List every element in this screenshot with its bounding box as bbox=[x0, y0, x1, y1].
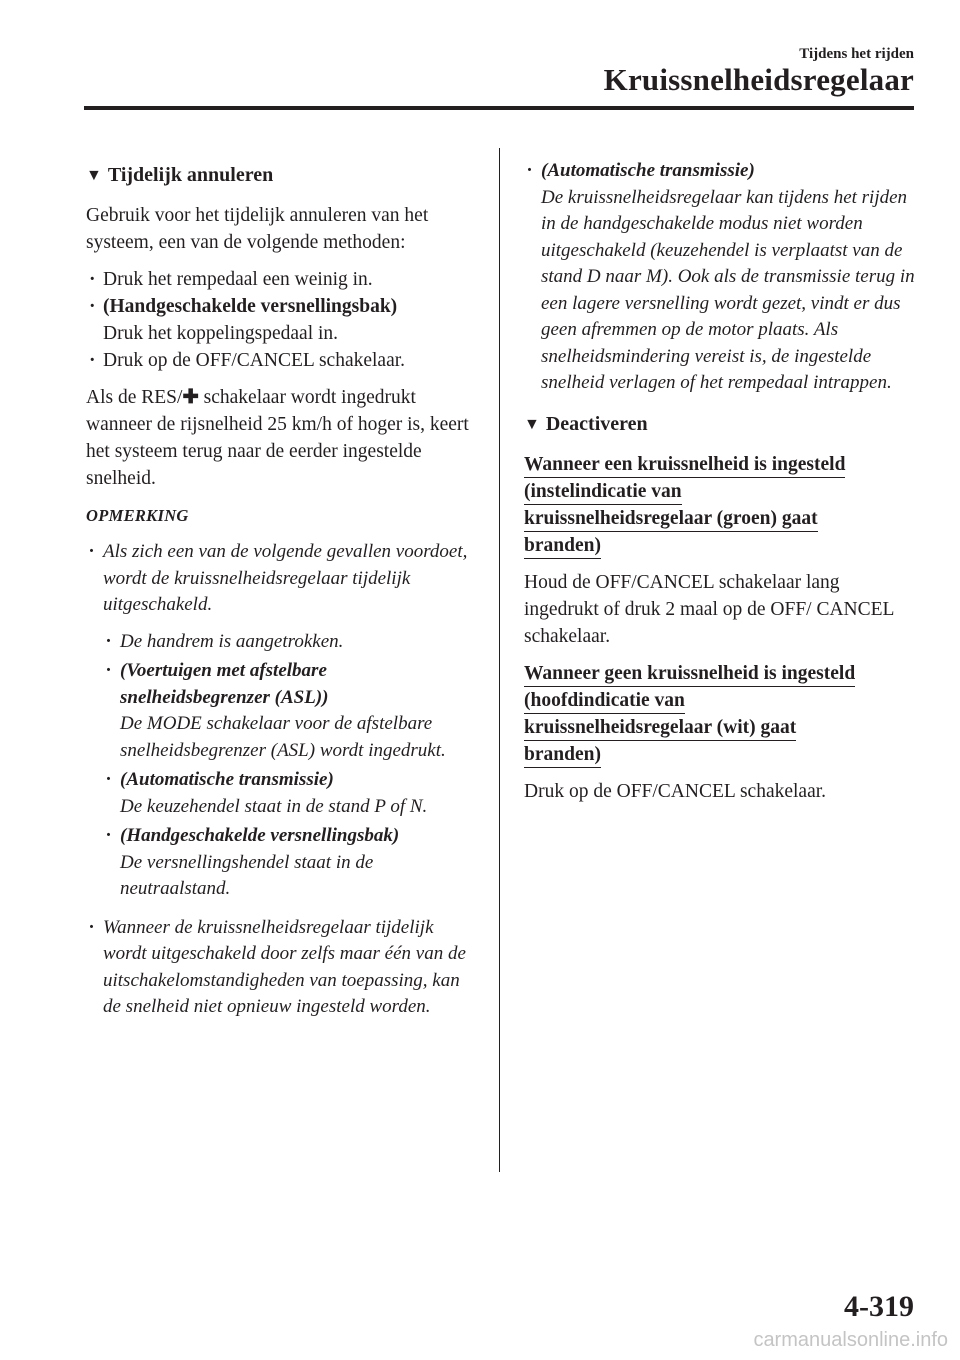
condition-heading-line: branden) bbox=[524, 744, 601, 768]
note-subitem bbox=[103, 823, 481, 903]
note-subitem bbox=[524, 158, 919, 397]
page-number: 4-319 bbox=[844, 1290, 914, 1323]
note-subitem-text: De MODE schakelaar voor de afstelbare snelheidsbegrenzer (ASL) wordt ingedrukt. bbox=[120, 713, 446, 761]
heading-text: Tijdelijk annuleren bbox=[107, 164, 274, 186]
note-item-text: Wanneer de kruissnelheidsregelaar tijdelijk wordt uitgeschakeld door zelfs maar één van de uitschakelomstandigheden van toepassing, kan de snelheid niet opnieuw ingesteld worden. bbox=[103, 916, 466, 1017]
note-subitem-text: De keuzehendel staat in de stand P of N. bbox=[120, 795, 428, 817]
note-subitem-text: De kruissnelheidsregelaar kan tijdens het rijden in de handgeschakelde modus niet worden uitgeschakeld (keuzehendel is verplaatst van de stand D naar M). Ook als de transmissie terug in een lagere versnelling wordt gezet, vindt er dus geen afremmen op de motor plaats. Als snelheidsmindering vereist is, de ingestelde snelheid verlagen of het rempedaal intrappen. bbox=[541, 186, 915, 393]
condition-heading-line: (hoofdindicatie van bbox=[524, 690, 685, 714]
note-item bbox=[86, 539, 481, 903]
intro-paragraph: Gebruik voor het tijdelijk annuleren van het systeem, een van de volgende methoden: bbox=[86, 205, 429, 253]
note-subitem-title: (Automatische transmissie) bbox=[120, 769, 334, 790]
note-subitem bbox=[103, 767, 481, 820]
page-title: Kruissnelheidsregelaar bbox=[603, 62, 914, 97]
condition-heading-line: Wanneer geen kruissnelheid is ingesteld bbox=[524, 663, 855, 687]
triangle-marker-icon: ▼ bbox=[86, 167, 102, 184]
note-subitem bbox=[103, 658, 481, 764]
note-subitem-title: (Handgeschakelde versnellingsbak) bbox=[120, 825, 400, 846]
note-subitem bbox=[103, 629, 481, 656]
res-paragraph bbox=[86, 384, 481, 492]
note-subitem-title: (Automatische transmissie) bbox=[541, 160, 755, 181]
res-text-before: Als de RES/ bbox=[86, 387, 183, 408]
note-label: OPMERKING bbox=[86, 506, 189, 525]
page-header-section: Tijdens het rijden bbox=[799, 46, 914, 62]
column-divider bbox=[499, 148, 500, 1172]
note-sublist bbox=[103, 629, 481, 903]
list-item-text: Druk het koppelingspedaal in. bbox=[103, 323, 339, 344]
condition-heading-line: Wanneer een kruissnelheid is ingesteld bbox=[524, 454, 845, 478]
res-text-after: schakelaar wordt ingedrukt wanneer de rijsnelheid 25 km/h of hoger is, keert het systeem terug naar de eerder ingestelde snelheid. bbox=[86, 387, 469, 489]
condition-heading-line: branden) bbox=[524, 535, 601, 559]
header-rule bbox=[84, 106, 914, 110]
note-item bbox=[86, 915, 481, 1021]
note-list bbox=[86, 539, 481, 1021]
section-heading-deactivate bbox=[524, 411, 919, 439]
left-column bbox=[86, 158, 481, 1033]
condition-heading-line: kruissnelheidsregelaar (groen) gaat bbox=[524, 508, 818, 532]
note-subitem-text: De versnellingshendel staat in de neutraalstand. bbox=[120, 851, 374, 899]
condition-text-no-speed-set: Druk op de OFF/CANCEL schakelaar. bbox=[524, 780, 827, 802]
note-subitem-text: De handrem is aangetrokken. bbox=[120, 630, 344, 652]
note-item-text: Als zich een van de volgende gevallen voordoet, wordt de kruissnelheidsregelaar tijdelijk uitgeschakeld. bbox=[103, 541, 468, 615]
condition-heading-line: (instelindicatie van bbox=[524, 481, 682, 505]
list-item-title: (Handgeschakelde versnellingsbak) bbox=[103, 296, 398, 317]
heading-text: Deactiveren bbox=[545, 412, 648, 435]
list-item-text: Druk op de OFF/CANCEL schakelaar. bbox=[103, 350, 406, 371]
triangle-marker-icon: ▼ bbox=[524, 415, 540, 433]
right-column bbox=[524, 158, 919, 815]
list-item bbox=[86, 293, 481, 347]
section-heading-temporary-cancel bbox=[86, 162, 481, 190]
list-item-text: Druk het rempedaal een weinig in. bbox=[103, 269, 373, 290]
cancel-methods-list bbox=[86, 266, 481, 374]
condition-heading-no-speed-set bbox=[524, 660, 919, 768]
note-subitem-title: (Voertuigen met afstelbare snelheidsbegrenzer (ASL)) bbox=[120, 660, 329, 708]
note-continuation-list bbox=[524, 158, 919, 397]
condition-heading-speed-set bbox=[524, 451, 919, 559]
list-item bbox=[86, 347, 481, 374]
watermark: carmanualsonline.info bbox=[753, 1329, 948, 1351]
condition-text-speed-set: Houd de OFF/CANCEL schakelaar lang ingedrukt of druk 2 maal op de OFF/ CANCEL schakelaar. bbox=[524, 571, 894, 647]
list-item bbox=[86, 266, 481, 293]
plus-icon: ✚ bbox=[182, 387, 199, 408]
condition-heading-line: kruissnelheidsregelaar (wit) gaat bbox=[524, 717, 796, 741]
